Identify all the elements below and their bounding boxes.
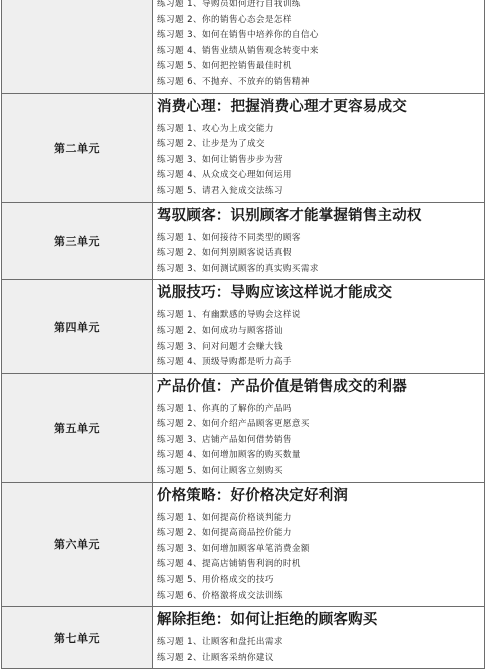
exercise-item: 练习题 2、如何成功与顾客搭讪 [157, 325, 283, 336]
unit-title: 产品价值：产品价值是销售成交的利器 [157, 378, 407, 395]
exercise-item: 练习题 4、如何增加顾客的购买数量 [157, 450, 301, 461]
exercise-item: 练习题 3、店铺产品如何借势销售 [157, 434, 292, 445]
unit-row [2, 202, 485, 280]
exercise-item: 练习题 3、如何在销售中培养你的自信心 [157, 30, 319, 41]
unit-label: 第四单元 [2, 280, 153, 373]
unit-label [2, 0, 153, 93]
exercise-item: 练习题 3、问对问题才会赚大钱 [157, 341, 283, 352]
unit-title: 价格策略：好价格决定好利润 [157, 487, 349, 504]
exercise-item: 练习题 3、如何让销售步步为营 [157, 154, 283, 165]
unit-row [2, 607, 485, 669]
exercise-item: 练习题 1、攻心为上成交能力 [157, 123, 274, 134]
unit-content [153, 93, 485, 202]
unit-row [2, 93, 485, 202]
unit-content [153, 373, 485, 482]
course-units-table [1, 0, 485, 669]
exercise-item: 练习题 1、你真的了解你的产品吗 [157, 403, 292, 414]
exercise-item: 练习题 1、如何接待不同类型的顾客 [157, 232, 301, 243]
exercise-item: 练习题 3、如何测试顾客的真实购买需求 [157, 263, 319, 274]
exercise-item: 练习题 1、如何提高价格谈判能力 [157, 512, 292, 523]
unit-label: 第五单元 [2, 373, 153, 482]
exercise-item: 练习题 5、如何让顾客立刻购买 [157, 466, 283, 477]
unit-title: 解除拒绝：如何让拒绝的顾客购买 [157, 612, 378, 629]
exercise-item: 练习题 2、如何判别顾客说话真假 [157, 248, 292, 259]
exercise-item: 练习题 6、价格激将成交法训练 [157, 590, 283, 601]
exercise-item: 练习题 4、顶级导购都是听力高手 [157, 357, 292, 368]
exercise-item: 练习题 1、让顾客和盘托出需求 [157, 637, 283, 648]
exercise-item: 练习题 1、导购员如何进行自我训练 [157, 0, 301, 9]
exercise-item: 练习题 2、让步是为了成交 [157, 139, 265, 150]
exercise-item: 练习题 6、不抛弃、不放弃的销售精神 [157, 76, 310, 87]
unit-content [153, 607, 485, 669]
unit-label: 第七单元 [2, 607, 153, 669]
exercise-item: 练习题 2、如何介绍产品顾客更愿意买 [157, 419, 310, 430]
unit-content [153, 482, 485, 607]
exercise-item: 练习题 1、有幽默感的导购会这样说 [157, 310, 301, 321]
unit-label: 第二单元 [2, 93, 153, 202]
unit-content [153, 0, 485, 93]
exercise-item: 练习题 5、用价格成交的技巧 [157, 575, 274, 586]
exercise-item: 练习题 5、请君入瓮成交法练习 [157, 185, 283, 196]
exercise-item: 练习题 4、销售业绩从销售观念转变中来 [157, 45, 319, 56]
unit-label: 第三单元 [2, 202, 153, 280]
exercise-item: 练习题 4、从众成交心理如何运用 [157, 170, 292, 181]
exercise-item: 练习题 4、提高店铺销售利润的时机 [157, 559, 301, 570]
unit-title: 说服技巧：导购应该这样说才能成交 [157, 285, 393, 302]
exercise-item: 练习题 2、你的销售心态会是怎样 [157, 14, 292, 25]
exercise-item: 练习题 2、如何提高商品控价能力 [157, 528, 292, 539]
exercise-item: 练习题 2、让顾客采纳你建议 [157, 652, 274, 663]
unit-row [2, 373, 485, 482]
unit-label: 第六单元 [2, 482, 153, 607]
units-table-body [2, 0, 485, 669]
unit-row [2, 482, 485, 607]
unit-content [153, 280, 485, 373]
unit-title: 消费心理：把握消费心理才更容易成交 [157, 98, 407, 115]
exercise-item: 练习题 5、如何把控销售最佳时机 [157, 61, 292, 72]
unit-row [2, 0, 485, 93]
unit-row [2, 280, 485, 373]
exercise-item: 练习题 3、如何增加顾客单笔消费金额 [157, 543, 310, 554]
unit-content [153, 202, 485, 280]
unit-title: 驾驭顾客：识别顾客才能掌握销售主动权 [157, 207, 422, 224]
